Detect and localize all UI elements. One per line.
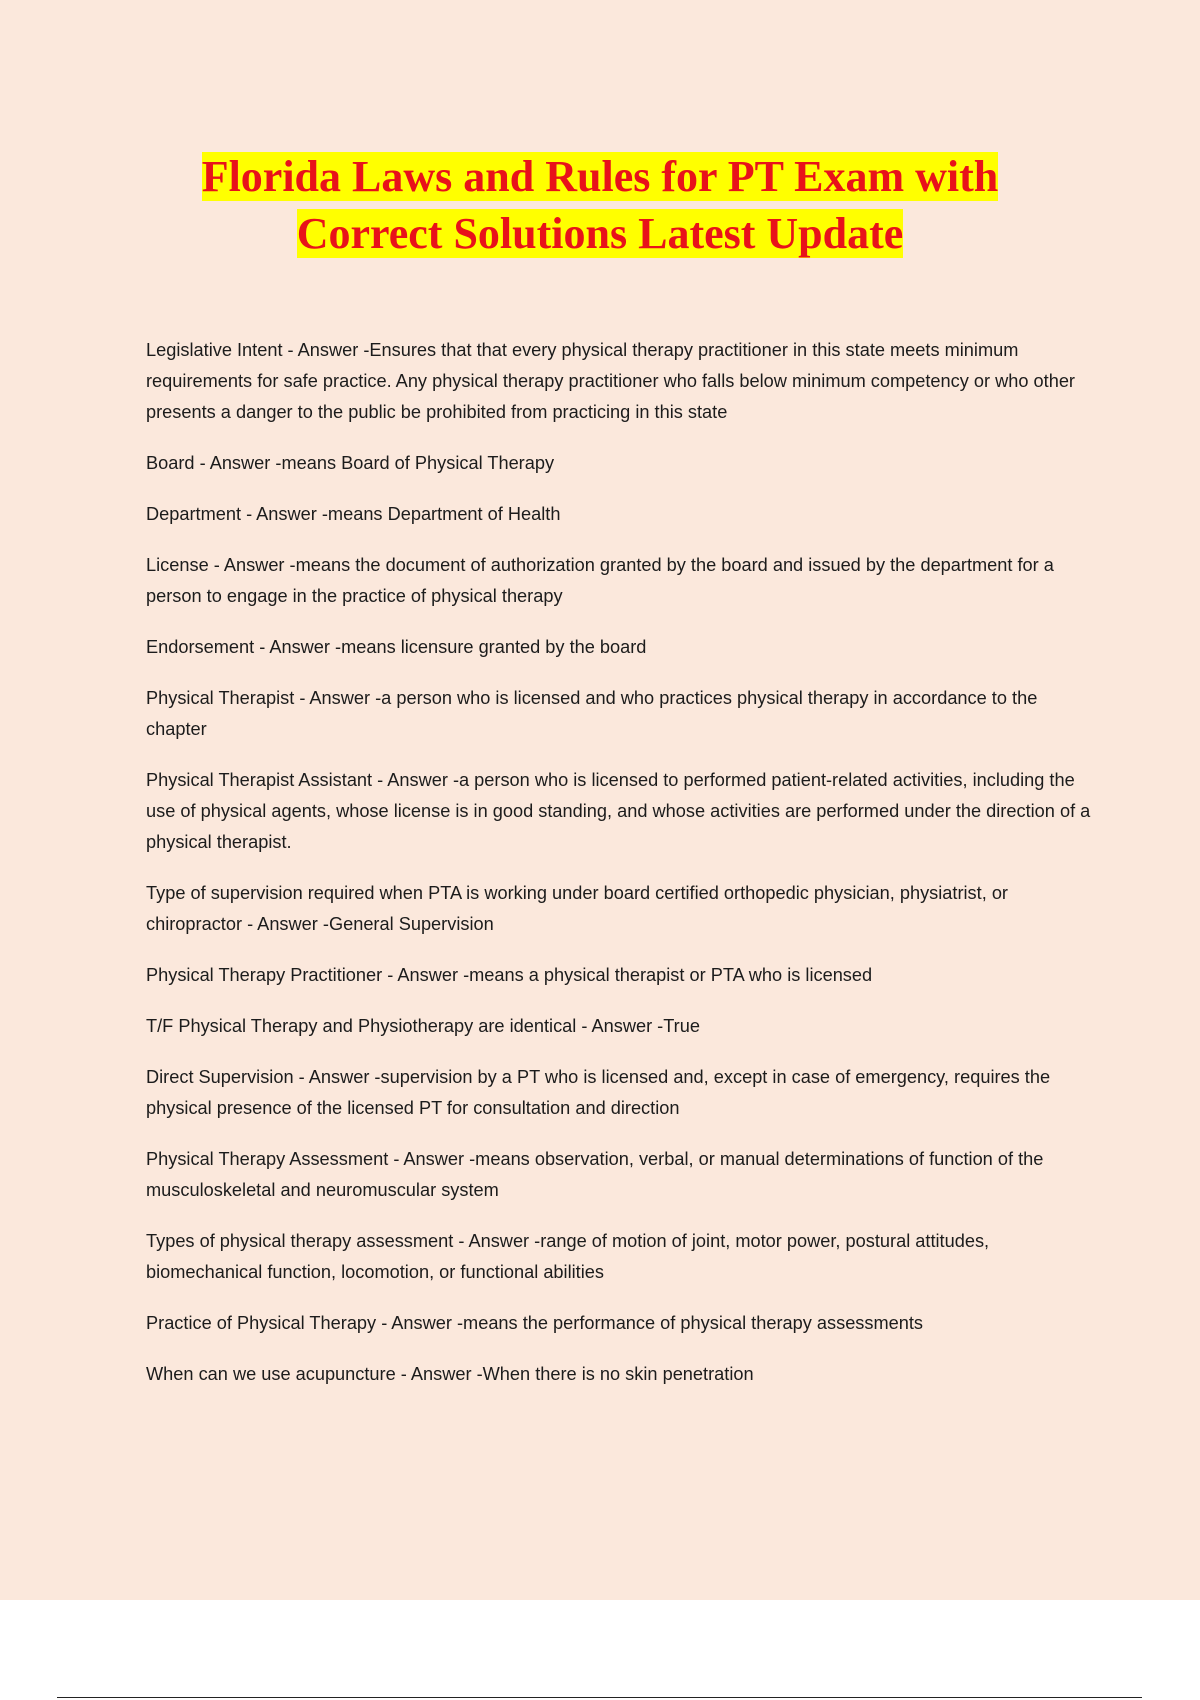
qa-entry-direct-supervision: Direct Supervision - Answer -supervision by a PT who is licensed and, except in case of emergency, requires the physical presence of the licensed PT for consultation and direction <box>146 1067 1051 1118</box>
qa-entry-practitioner: Physical Therapy Practitioner - Answer -means a physical therapist or PTA who is licensed <box>146 965 873 985</box>
qa-entry-supervision-type: Type of supervision required when PTA is working under board certified orthopedic physician, physiatrist, or chiropractor - Answer -General Supervision <box>146 883 1008 934</box>
qa-entry-assessment: Physical Therapy Assessment - Answer -means observation, verbal, or manual determinations of function of the musculoskeletal and neuromuscular system <box>146 1149 1044 1200</box>
qa-entry-board: Board - Answer -means Board of Physical Therapy <box>146 453 555 473</box>
qa-entry-practice: Practice of Physical Therapy - Answer -means the performance of physical therapy assessments <box>146 1313 924 1333</box>
title-line-1: Florida Laws and Rules for PT Exam with <box>201 152 999 201</box>
qa-entry-acupuncture: When can we use acupuncture - Answer -When there is no skin penetration <box>146 1364 754 1384</box>
qa-entry-physical-therapist-assistant: Physical Therapist Assistant - Answer -a person who is licensed to performed patient-related activities, including the use of physical agents, whose license is in good standing, and whose activities are performed under the direction of a physical therapist. <box>146 770 1091 852</box>
qa-entry-physical-therapist: Physical Therapist - Answer -a person who is licensed and who practices physical therapy in accordance to the chapter <box>146 688 1038 739</box>
qa-entry-list <box>146 335 1096 1410</box>
qa-entry-endorsement: Endorsement - Answer -means licensure granted by the board <box>146 637 647 657</box>
document-title <box>100 148 1100 262</box>
title-line-2: Correct Solutions Latest Update <box>296 209 904 258</box>
qa-entry-legislative-intent: Legislative Intent - Answer -Ensures that that every physical therapy practitioner in this state meets minimum requirements for safe practice. Any physical therapy practitioner who falls below minimum competency or who other presents a danger to the public be prohibited from practicing in this state <box>146 340 1075 422</box>
qa-entry-license: License - Answer -means the document of authorization granted by the board and issued by the department for a person to engage in the practice of physical therapy <box>146 555 1054 606</box>
qa-entry-true-false-physiotherapy: T/F Physical Therapy and Physiotherapy are identical - Answer -True <box>146 1016 700 1036</box>
qa-entry-department: Department - Answer -means Department of Health <box>146 504 561 524</box>
footer-divider <box>57 1697 1142 1698</box>
qa-entry-assessment-types: Types of physical therapy assessment - Answer -range of motion of joint, motor power, postural attitudes, biomechanical function, locomotion, or functional abilities <box>146 1231 990 1282</box>
